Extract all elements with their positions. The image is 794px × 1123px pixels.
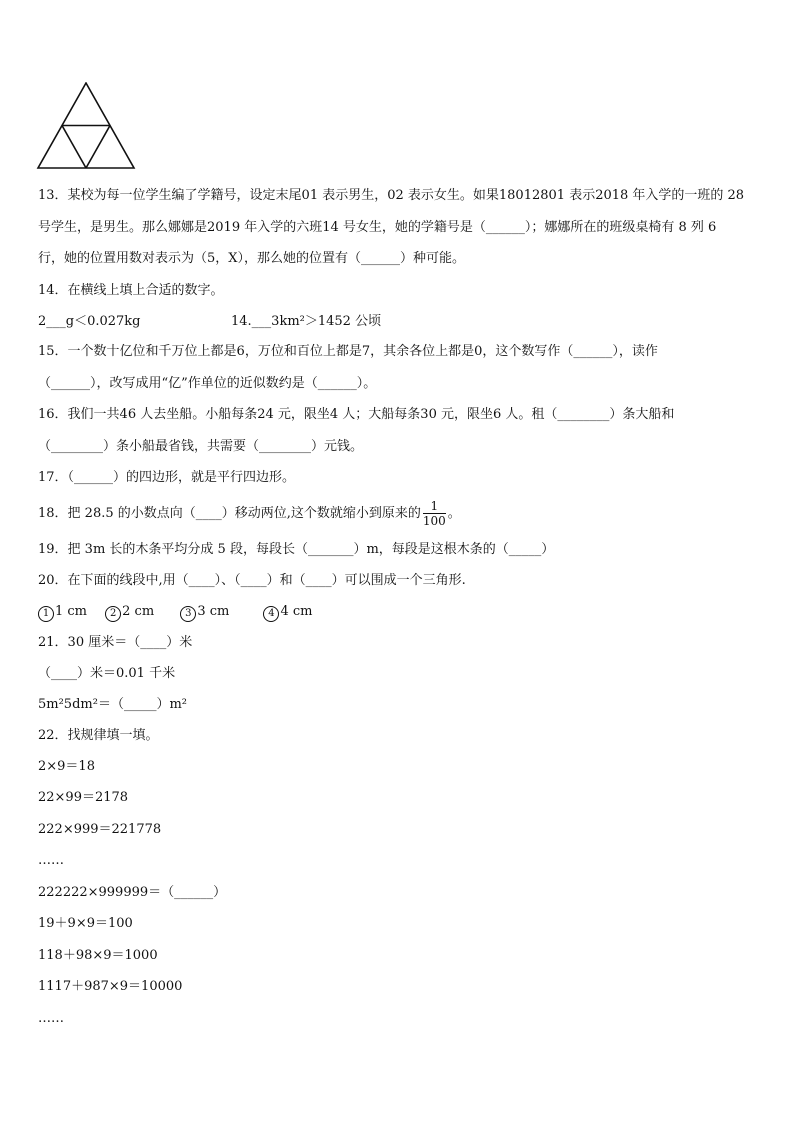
q20-option-3: 3 3 cm	[180, 604, 229, 619]
q13-line1: 13．某校为每一位学生编了学籍号，设定末尾01 表示男生，02 表示女生。如果18012801 表示2018 年入学的一班的 28	[38, 188, 745, 203]
pattern-line: 1117＋987×9＝10000	[38, 979, 183, 994]
q13-line3: 行，她的位置用数对表示为（5，X），那么她的位置有（______）种可能。	[38, 251, 466, 266]
q20-line1: 20．在下面的线段中,用（____）、（____）和（____）可以围成一个三角形.	[38, 573, 466, 588]
pattern-line: 19＋9×9＝100	[38, 916, 133, 931]
q20-option-4: 4 4 cm	[263, 604, 312, 619]
pattern-line: 118＋98×9＝1000	[38, 948, 158, 963]
q14-line1: 14．在横线上填上合适的数字。	[38, 283, 224, 298]
q17-line1: 17．（______）的四边形，就是平行四边形。	[38, 470, 296, 485]
q19-line1: 19．把 3m 长的木条平均分成 5 段，每段长（_______）m，每段是这根木条的（_____）	[38, 542, 555, 557]
q20-option-2: 2 2 cm	[105, 604, 154, 619]
q18-end: 。	[447, 506, 461, 521]
q20-option-1: 1 1 cm	[38, 604, 87, 619]
q18-text: 18．把 28.5 的小数点向（____）移动两位,这个数就缩小到原来的	[38, 506, 421, 521]
circled-number-icon: 4	[263, 606, 279, 622]
pattern-line: ……	[38, 853, 64, 868]
pattern-line: 222×999＝221778	[38, 822, 162, 837]
pattern-line: 2×9＝18	[38, 759, 95, 774]
q18-line	[38, 499, 461, 529]
circled-number-icon: 1	[38, 606, 54, 622]
q21-line3: 5m²5dm²＝（_____）m²	[38, 697, 187, 712]
circled-number-icon: 2	[105, 606, 121, 622]
q22-line1: 22．找规律填一填。	[38, 728, 159, 743]
q18-denominator: 100	[422, 514, 446, 528]
q18-numerator: 1	[423, 499, 446, 514]
circled-number-icon: 3	[180, 606, 196, 622]
triangle-figure	[36, 82, 136, 170]
q15-line2: （______），改写成用“亿”作单位的近似数约是（______）。	[38, 376, 377, 391]
pattern-line: 222222×999999＝（______）	[38, 885, 227, 900]
q16-line2: （________）条小船最省钱，共需要（________）元钱。	[38, 439, 364, 454]
pattern-line: 22×99＝2178	[38, 790, 129, 805]
q21-line1: 21．30 厘米＝（____）米	[38, 635, 193, 650]
q13-line2: 号学生，是男生。那么娜娜是2019 年入学的六班14 号女生，她的学籍号是（______）；娜娜所在的班级桌椅有 8 列 6	[38, 220, 717, 235]
q16-line1: 16．我们一共46 人去坐船。小船每条24 元，限坐4 人；大船每条30 元，限坐6 人。租（________）条大船和	[38, 407, 675, 422]
q21-line2: （____）米＝0.01 千米	[38, 666, 176, 681]
pattern-line: ……	[38, 1011, 64, 1026]
q20-options	[38, 604, 312, 622]
q18-fraction	[423, 499, 446, 528]
q14-item-a: 2___g＜0.027kg	[38, 314, 141, 329]
q14-item-b: 14.___3km²＞1452 公顷	[231, 314, 382, 329]
q15-line1: 15．一个数十亿位和千万位上都是6，万位和百位上都是7，其余各位上都是0，这个数写作（______），读作	[38, 344, 658, 359]
